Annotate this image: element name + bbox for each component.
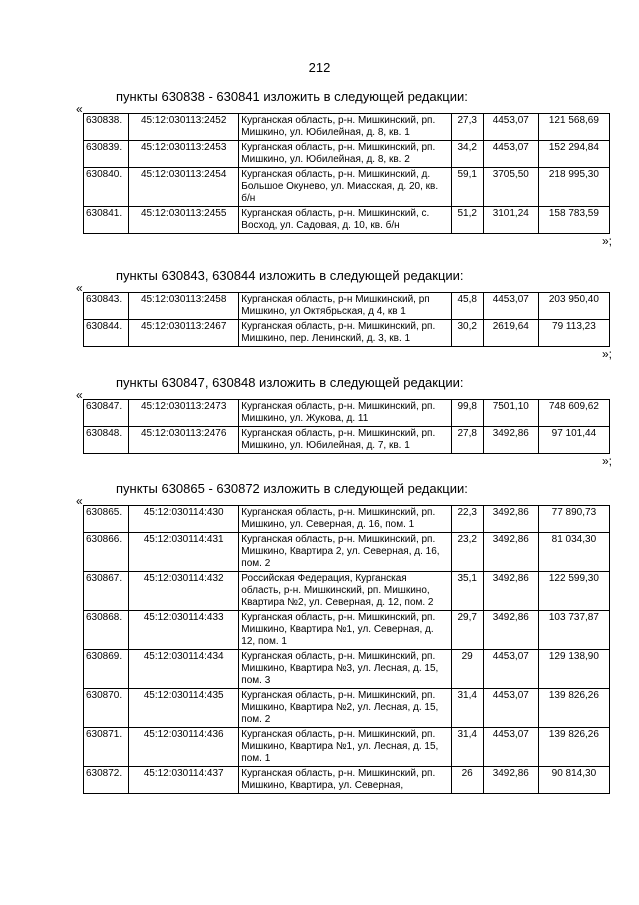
unit-price: 4453,07 bbox=[483, 728, 538, 767]
total-value: 139 826,26 bbox=[538, 689, 609, 728]
address: Курганская область, р-н. Мишкинский, рп. Мишкино, Квартира 2, ул. Северная, д. 16, пом. 2 bbox=[239, 533, 451, 572]
cadastral-number: 45:12:030113:2455 bbox=[129, 207, 239, 234]
section-heading: пункты 630865 - 630872 изложить в следующей редакции: bbox=[116, 481, 468, 496]
records-table bbox=[83, 113, 610, 234]
opening-quote: « bbox=[76, 281, 83, 295]
unit-price: 4453,07 bbox=[483, 141, 538, 168]
total-value: 122 599,30 bbox=[538, 572, 609, 611]
table-row bbox=[84, 320, 610, 347]
row-number: 630872. bbox=[84, 767, 129, 794]
area: 29,7 bbox=[451, 611, 483, 650]
section-2 bbox=[78, 268, 610, 361]
area: 26 bbox=[451, 767, 483, 794]
table-row bbox=[84, 767, 610, 794]
total-value: 90 814,30 bbox=[538, 767, 609, 794]
table-row bbox=[84, 141, 610, 168]
cadastral-number: 45:12:030114:435 bbox=[129, 689, 239, 728]
section-heading: пункты 630838 - 630841 изложить в следующей редакции: bbox=[116, 89, 468, 104]
address: Российская Федерация, Курганская область, р-н. Мишкинский, рп. Мишкино, Квартира №2, ул. Северная, д. 12, пом. 2 bbox=[239, 572, 451, 611]
total-value: 79 113,23 bbox=[538, 320, 609, 347]
row-number: 630865. bbox=[84, 506, 129, 533]
table-row bbox=[84, 207, 610, 234]
total-value: 748 609,62 bbox=[538, 400, 609, 427]
table-row bbox=[84, 689, 610, 728]
cadastral-number: 45:12:030114:433 bbox=[129, 611, 239, 650]
unit-price: 4453,07 bbox=[483, 650, 538, 689]
area: 27,3 bbox=[451, 114, 483, 141]
total-value: 139 826,26 bbox=[538, 728, 609, 767]
row-number: 630840. bbox=[84, 168, 129, 207]
total-value: 77 890,73 bbox=[538, 506, 609, 533]
cadastral-number: 45:12:030114:432 bbox=[129, 572, 239, 611]
unit-price: 3492,86 bbox=[483, 533, 538, 572]
unit-price: 3492,86 bbox=[483, 611, 538, 650]
total-value: 129 138,90 bbox=[538, 650, 609, 689]
address: Курганская область, р-н. Мишкинский, рп. Мишкино, ул. Жукова, д. 11 bbox=[239, 400, 451, 427]
cadastral-number: 45:12:030113:2458 bbox=[129, 293, 239, 320]
row-number: 630841. bbox=[84, 207, 129, 234]
row-number: 630870. bbox=[84, 689, 129, 728]
area: 31,4 bbox=[451, 689, 483, 728]
unit-price: 4453,07 bbox=[483, 293, 538, 320]
unit-price: 3492,86 bbox=[483, 767, 538, 794]
area: 29 bbox=[451, 650, 483, 689]
table-row bbox=[84, 293, 610, 320]
row-number: 630838. bbox=[84, 114, 129, 141]
area: 22,3 bbox=[451, 506, 483, 533]
address: Курганская область, р-н. Мишкинский, рп. Мишкино, Квартира №3, ул. Лесная, д. 15, пом. 3 bbox=[239, 650, 451, 689]
section-heading: пункты 630847, 630848 изложить в следующей редакции: bbox=[116, 375, 464, 390]
row-number: 630839. bbox=[84, 141, 129, 168]
table-row bbox=[84, 650, 610, 689]
unit-price: 3492,86 bbox=[483, 427, 538, 454]
total-value: 97 101,44 bbox=[538, 427, 609, 454]
opening-quote: « bbox=[76, 494, 83, 508]
cadastral-number: 45:12:030113:2476 bbox=[129, 427, 239, 454]
unit-price: 4453,07 bbox=[483, 689, 538, 728]
section-3 bbox=[78, 375, 610, 468]
address: Курганская область, р-н Мишкинский, рп Мишкино, ул Октябрьская, д 4, кв 1 bbox=[239, 293, 451, 320]
address: Курганская область, р-н. Мишкинский, рп. Мишкино, ул. Юбилейная, д. 8, кв. 2 bbox=[239, 141, 451, 168]
total-value: 152 294,84 bbox=[538, 141, 609, 168]
cadastral-number: 45:12:030113:2473 bbox=[129, 400, 239, 427]
area: 23,2 bbox=[451, 533, 483, 572]
area: 59,1 bbox=[451, 168, 483, 207]
address: Курганская область, р-н. Мишкинский, рп. Мишкино, Квартира №1, ул. Лесная, д. 15, пом. 1 bbox=[239, 728, 451, 767]
area: 35,1 bbox=[451, 572, 483, 611]
records-table bbox=[83, 292, 610, 347]
unit-price: 3492,86 bbox=[483, 506, 538, 533]
unit-price: 7501,10 bbox=[483, 400, 538, 427]
address: Курганская область, р-н. Мишкинский, рп. Мишкино, ул. Северная, д. 16, пом. 1 bbox=[239, 506, 451, 533]
area: 31,4 bbox=[451, 728, 483, 767]
unit-price: 4453,07 bbox=[483, 114, 538, 141]
table-row bbox=[84, 572, 610, 611]
unit-price: 2619,64 bbox=[483, 320, 538, 347]
address: Курганская область, р-н. Мишкинский, рп. Мишкино, пер. Ленинский, д. 3, кв. 1 bbox=[239, 320, 451, 347]
closing-quote: »; bbox=[601, 234, 612, 248]
cadastral-number: 45:12:030114:434 bbox=[129, 650, 239, 689]
address: Курганская область, р-н. Мишкинский, рп. Мишкино, ул. Юбилейная, д. 7, кв. 1 bbox=[239, 427, 451, 454]
area: 51,2 bbox=[451, 207, 483, 234]
row-number: 630844. bbox=[84, 320, 129, 347]
table-row bbox=[84, 533, 610, 572]
records-table bbox=[83, 505, 610, 794]
opening-quote: « bbox=[76, 102, 83, 116]
unit-price: 3705,50 bbox=[483, 168, 538, 207]
table-row bbox=[84, 611, 610, 650]
total-value: 121 568,69 bbox=[538, 114, 609, 141]
table-row bbox=[84, 114, 610, 141]
total-value: 103 737,87 bbox=[538, 611, 609, 650]
address: Курганская область, р-н. Мишкинский, д. Большое Окунево, ул. Миасская, д. 20, кв. б/н bbox=[239, 168, 451, 207]
row-number: 630868. bbox=[84, 611, 129, 650]
address: Курганская область, р-н. Мишкинский, рп. Мишкино, Квартира №2, ул. Лесная, д. 15, пом. 2 bbox=[239, 689, 451, 728]
total-value: 81 034,30 bbox=[538, 533, 609, 572]
row-number: 630843. bbox=[84, 293, 129, 320]
cadastral-number: 45:12:030113:2454 bbox=[129, 168, 239, 207]
total-value: 158 783,59 bbox=[538, 207, 609, 234]
opening-quote: « bbox=[76, 388, 83, 402]
area: 45,8 bbox=[451, 293, 483, 320]
cadastral-number: 45:12:030114:437 bbox=[129, 767, 239, 794]
area: 34,2 bbox=[451, 141, 483, 168]
table-row bbox=[84, 728, 610, 767]
address: Курганская область, р-н. Мишкинский, рп. Мишкино, Квартира №1, ул. Северная, д. 12, пом. 1 bbox=[239, 611, 451, 650]
cadastral-number: 45:12:030114:436 bbox=[129, 728, 239, 767]
closing-quote: »; bbox=[601, 454, 612, 468]
area: 99,8 bbox=[451, 400, 483, 427]
total-value: 218 995,30 bbox=[538, 168, 609, 207]
section-heading: пункты 630843, 630844 изложить в следующей редакции: bbox=[116, 268, 464, 283]
cadastral-number: 45:12:030114:431 bbox=[129, 533, 239, 572]
row-number: 630867. bbox=[84, 572, 129, 611]
total-value: 203 950,40 bbox=[538, 293, 609, 320]
address: Курганская область, р-н. Мишкинский, рп. Мишкино, ул. Юбилейная, д. 8, кв. 1 bbox=[239, 114, 451, 141]
section-4 bbox=[78, 481, 610, 794]
table-row bbox=[84, 400, 610, 427]
page-number: 212 bbox=[308, 60, 331, 75]
unit-price: 3492,86 bbox=[483, 572, 538, 611]
row-number: 630847. bbox=[84, 400, 129, 427]
address: Курганская область, р-н. Мишкинский, рп. Мишкино, Квартира, ул. Северная, bbox=[239, 767, 451, 794]
area: 27,8 bbox=[451, 427, 483, 454]
row-number: 630869. bbox=[84, 650, 129, 689]
row-number: 630866. bbox=[84, 533, 129, 572]
area: 30,2 bbox=[451, 320, 483, 347]
cadastral-number: 45:12:030114:430 bbox=[129, 506, 239, 533]
cadastral-number: 45:12:030113:2453 bbox=[129, 141, 239, 168]
address: Курганская область, р-н. Мишкинский, с. Восход, ул. Садовая, д. 10, кв. б/н bbox=[239, 207, 451, 234]
table-row bbox=[84, 506, 610, 533]
records-table bbox=[83, 399, 610, 454]
section-1 bbox=[78, 89, 610, 248]
table-row bbox=[84, 168, 610, 207]
table-row bbox=[84, 427, 610, 454]
closing-quote: »; bbox=[601, 347, 612, 361]
row-number: 630848. bbox=[84, 427, 129, 454]
row-number: 630871. bbox=[84, 728, 129, 767]
unit-price: 3101,24 bbox=[483, 207, 538, 234]
cadastral-number: 45:12:030113:2467 bbox=[129, 320, 239, 347]
cadastral-number: 45:12:030113:2452 bbox=[129, 114, 239, 141]
